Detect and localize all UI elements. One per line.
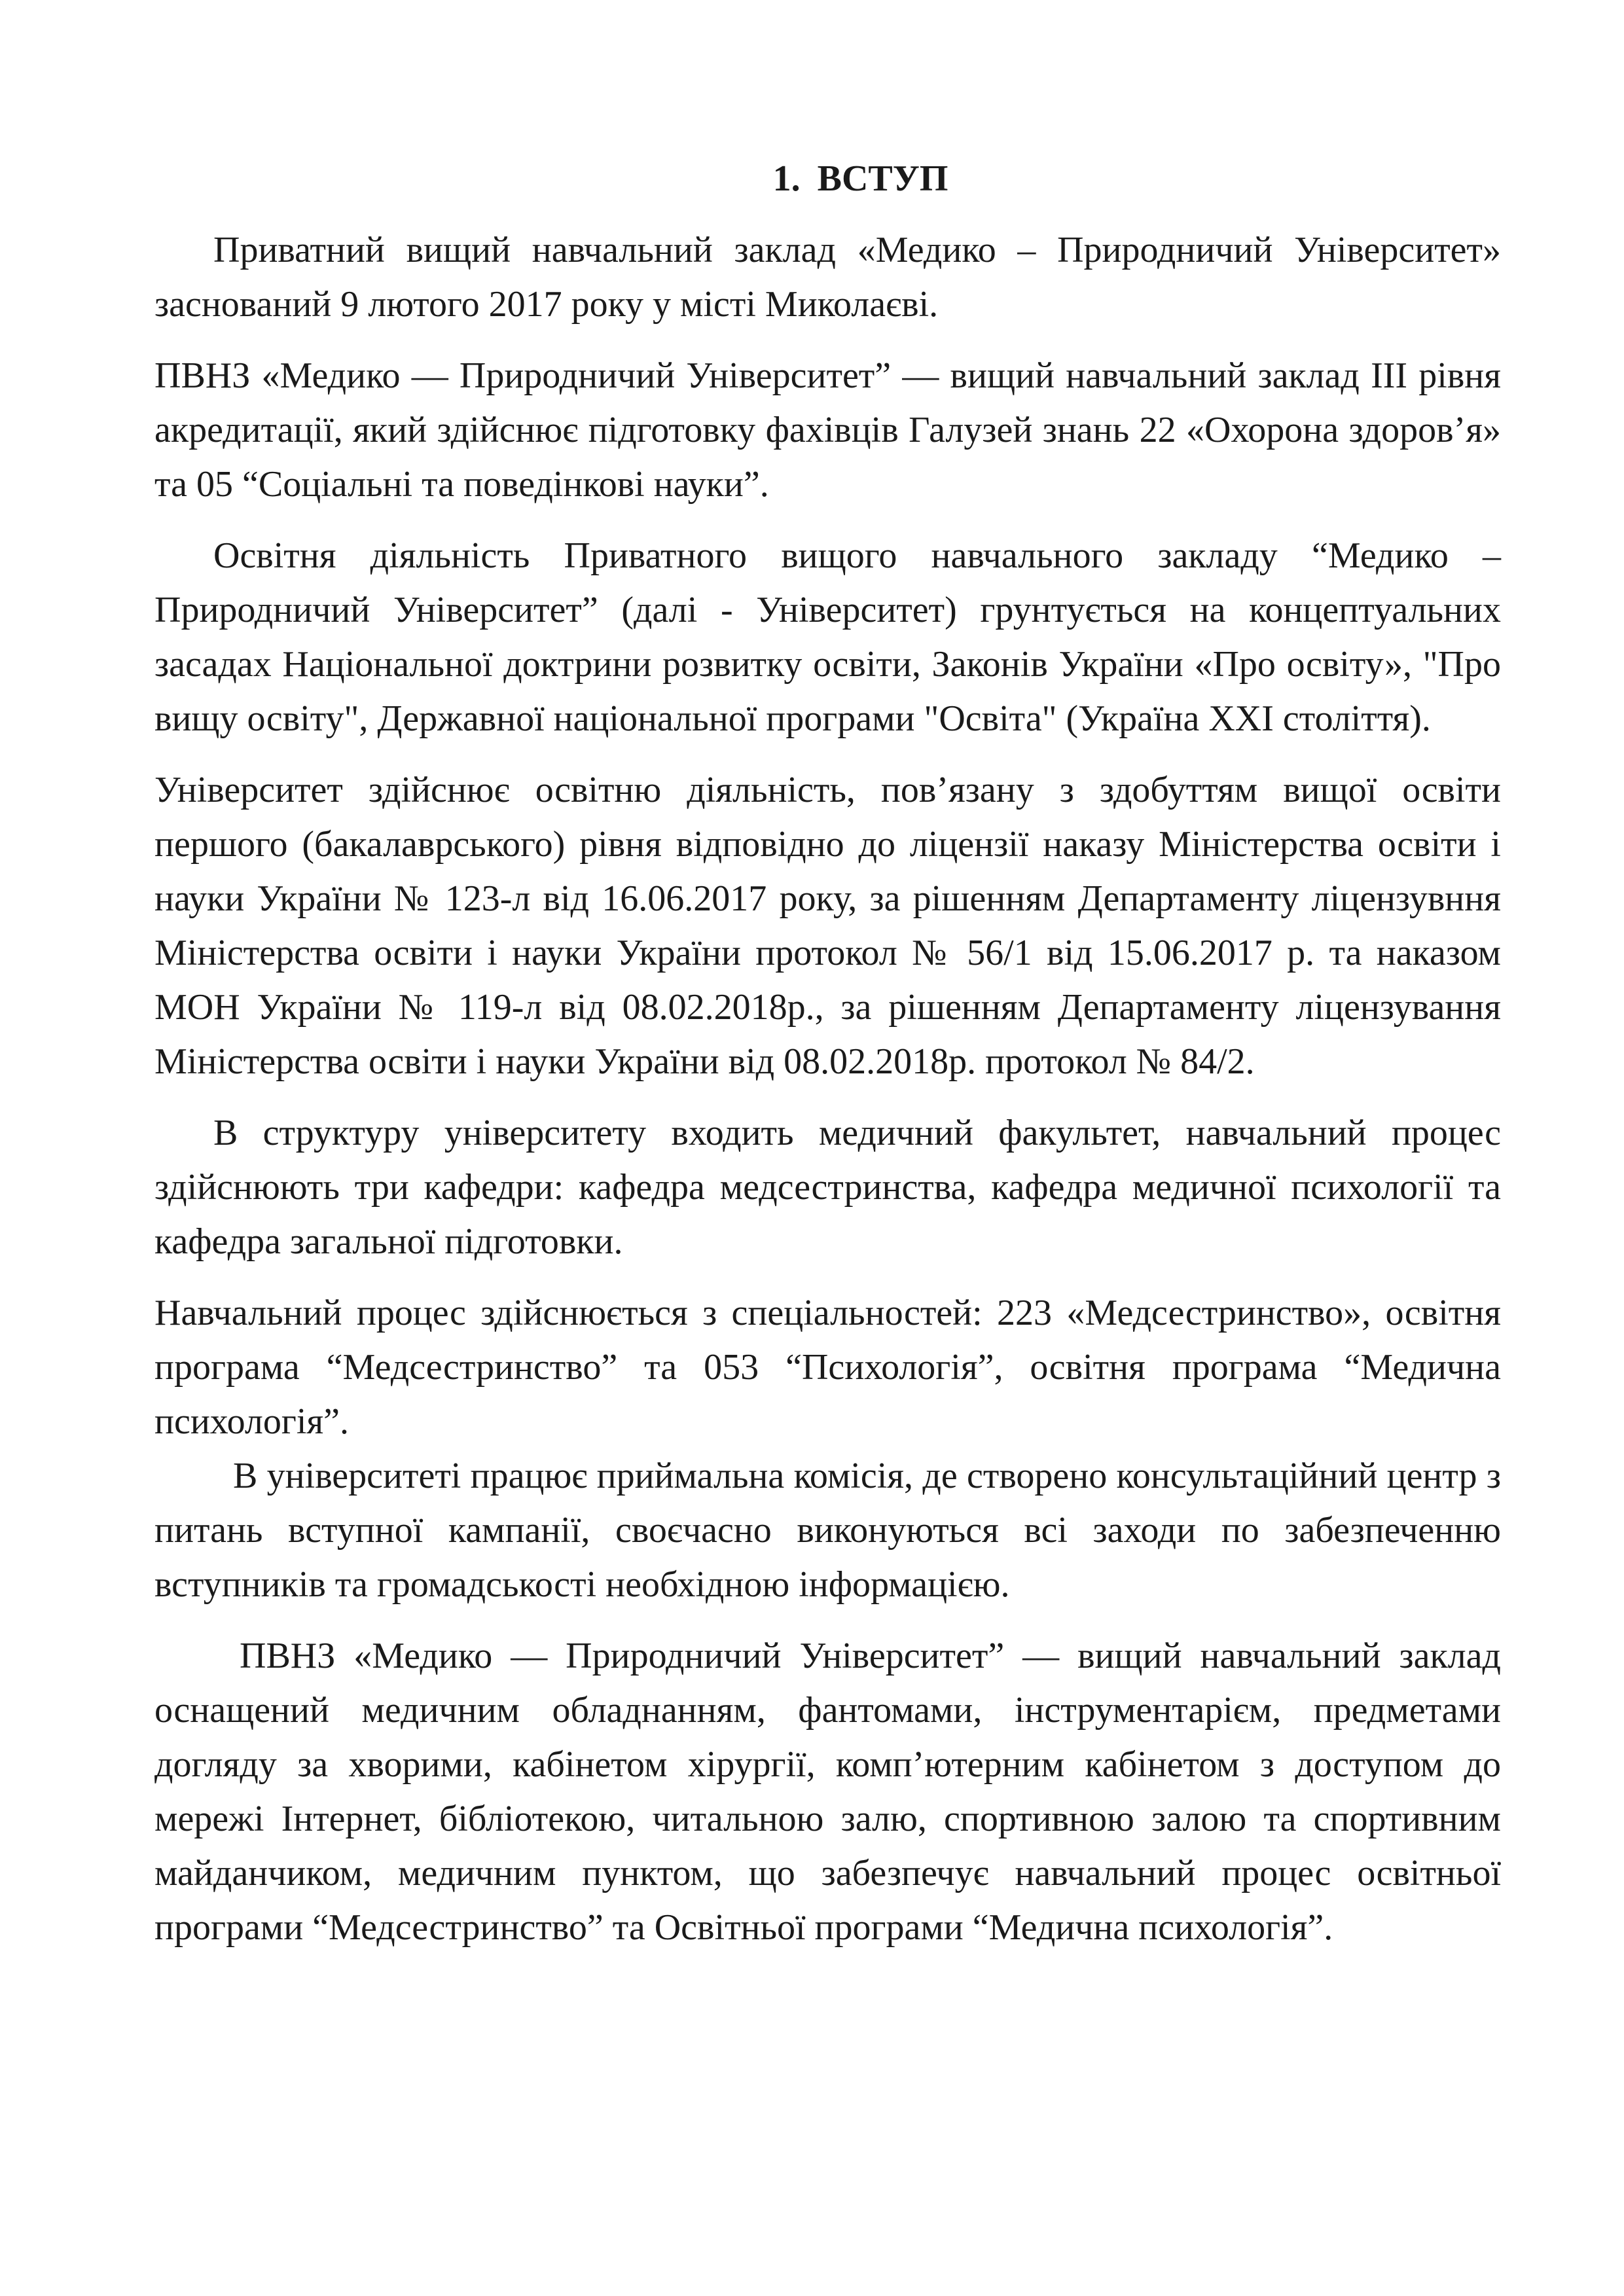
paragraph-licensing: Університет здійснює освітню діяльність, пов’язану з здобуттям вищої освіти першого (бакалаврського) рівня відповідно до ліцензії наказу Міністерства освіти і науки України № 123-л від 16.06.2017 року, за рішенням Департаменту ліцензувння Міністерства освіти і науки України протокол № 56/1 від 15.06.2017 р. та наказом МОН України № 119-л від 08.02.2018р., за рішенням Департаменту ліцензування Міністерства освіти і науки України від 08.02.2018р. протокол № 84/2. (154, 770, 1501, 1082)
section-number: 1. (772, 158, 801, 199)
section-title: ВСТУП (817, 158, 948, 199)
document-body (154, 152, 1501, 1972)
paragraph-admission-committee: В університеті працює приймальна комісія, де створено консультаційний центр з питань вступної кампанії, своєчасно виконуються всі заходи по забезпеченню вступників та громадськості необхідною інформацією. (154, 1456, 1501, 1605)
paragraph-founding: Приватний вищий навчальний заклад «Медико – Природничий Університет» заснований 9 лютого 2017 року у місті Миколаєві. (154, 230, 1501, 325)
paragraph-educational-activity: Освітня діяльність Приватного вищого навчального закладу “Медико – Природничий Університет” (далі - Університет) грунтується на концептуальних засадах Національної доктрини розвитку освіти, Законів України «Про освіту», "Про вищу освіту", Державної національної програми "Освіта" (Україна XXI століття). (154, 535, 1501, 739)
paragraph-equipment: ПВНЗ «Медико — Природничий Університет” — вищий навчальний заклад оснащений медичним обладнанням, фантомами, інструментарієм, предметами догляду за хворими, кабінетом хірургії, комп’ютерним кабінетом з доступом до мережі Інтернет, бібліотекою, читальною залю, спортивною залою та спортивним майданчиком, медичним пунктом, що забезпечує навчальний процес освітньої програми “Медсестринство” та Освітньої програми “Медична психологія”. (154, 1636, 1501, 1948)
paragraph-accreditation: ПВНЗ «Медико — Природничий Університет” — вищий навчальний заклад ІІІ рівня акредитації, який здійснює підготовку фахівців Галузей знань 22 «Охорона здоров’я» та 05 “Соціальні та поведінкові науки”. (154, 355, 1501, 505)
paragraph-structure: В структуру університету входить медичний факультет, навчальний процес здійснюють три кафедри: кафедра медсестринства, кафедра медичної психології та кафедра загальної підготовки. (154, 1113, 1501, 1262)
paragraph-specialties: Навчальний процес здійснюється з спеціальностей: 223 «Медсестринство», освітня програма “Медсестринство” та 053 “Психологія”, освітня програма “Медична психологія”. (154, 1293, 1501, 1442)
section-heading (154, 152, 1501, 206)
